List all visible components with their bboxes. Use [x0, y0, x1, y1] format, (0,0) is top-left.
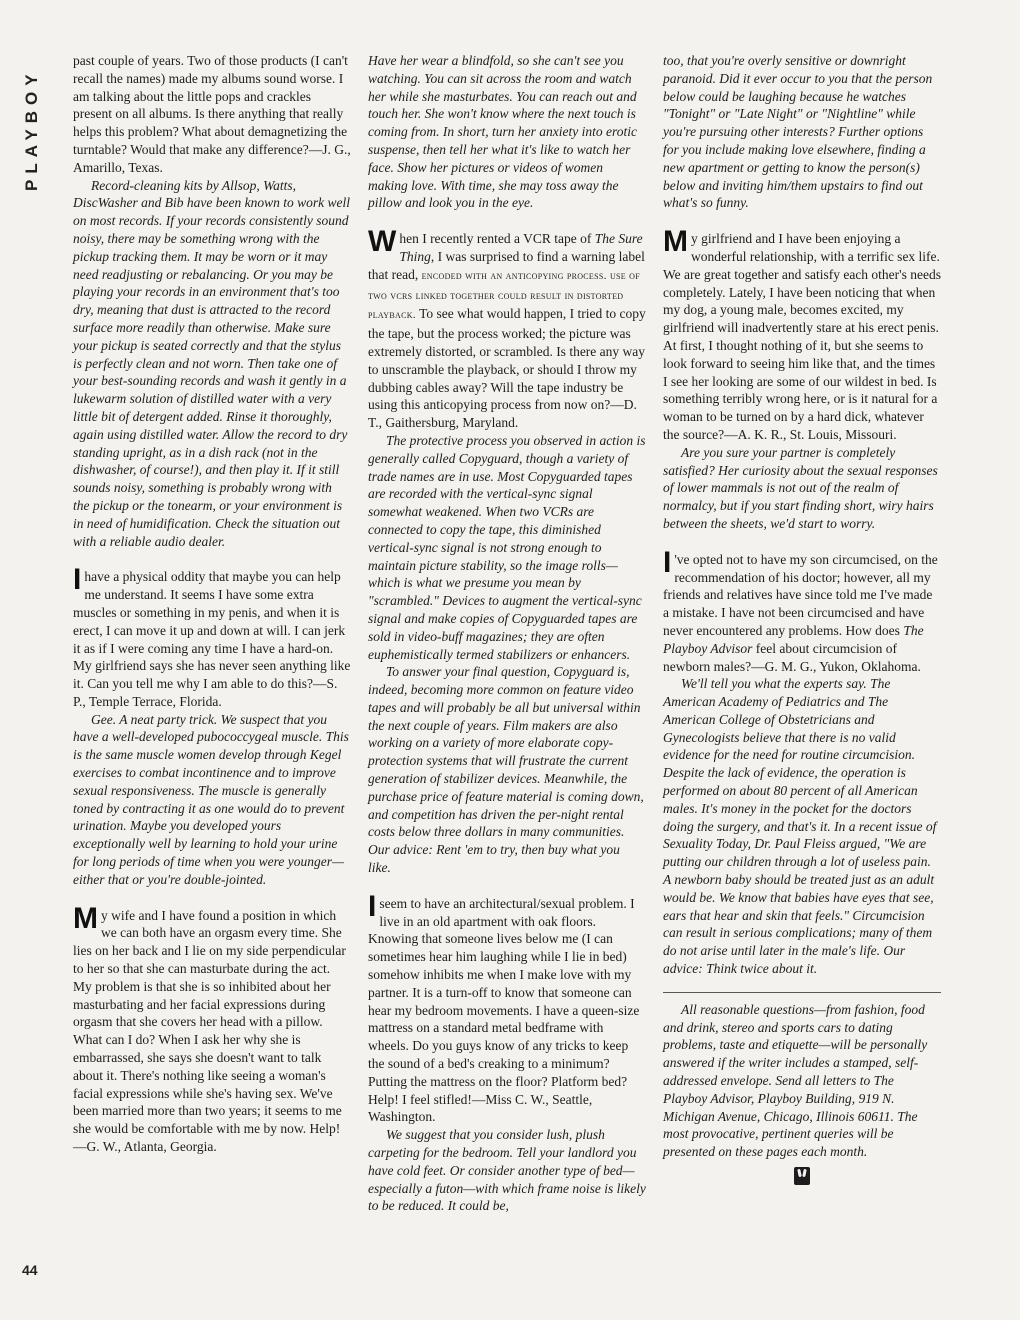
- drop-cap: M: [663, 225, 688, 259]
- letter-continued: past couple of years. Two of those products (I can't recall the names) made my albums sound worse. I am talking about the little pops and crackles present on all albums. Is there anything that really helps this problem? What about demagnetizing the turntable? Would that make any difference?—J. G., Amarillo, Texas.: [73, 53, 351, 175]
- drop-cap: W: [368, 225, 397, 259]
- answer-vcr-1: The protective process you observed in action is generally called Copyguard, though a variety of trade names are in use. Most Copyguarded tapes are recorded with the vertical-sync signal somewhat weakened. When two VCRs are connected to copy the tape, this diminished vertical-sync signal is not strong enough to maintain picture stability, so the image rolls—which is what we presume you mean by "scrambled." Devices to augment the vertical-sync signal and make copies of Copyguarded tapes are sold in video-buff magazines; they are often euphemistically termed stabilizers or enhancers.: [368, 432, 646, 662]
- column-3: [663, 52, 941, 1185]
- magazine-brand: PLAYBOY: [22, 68, 41, 192]
- film-title: The Sure Thing: [399, 231, 643, 264]
- letter-position: [73, 901, 351, 1156]
- answer-vcr-2: To answer your final question, Copyguard is, indeed, becoming more common on feature video tapes and will probably be all but universal within the next couple of years. Film makers are also working on a variety of more elaborate copy-protection systems that will frustrate the current generation of stabilizer devices. Meanwhile, the purchase price of feature material is coming down, and competition has driven the per-night rental costs below three dollars in many communities. Our advice: Rent 'em to try, then buy what you like.: [368, 664, 644, 876]
- drop-cap: I: [73, 563, 82, 597]
- page-number: 44: [22, 1262, 38, 1278]
- footer-text: All reasonable questions—from fashion, food and drink, stereo and sports cars to dating problems, taste and etiquette—will be personally answered if the writer includes a stamped, self-addressed envelope. Send all letters to The Playboy Advisor, Playboy Building, 919 N. Michigan Avenue, Chicago, Illinois 60611. The most provocative, pertinent queries will be presented on these pages each month.: [663, 1001, 928, 1160]
- letter-vcr: [368, 225, 646, 432]
- column-2: [368, 52, 646, 1215]
- bunny-logo-icon: [794, 1167, 810, 1185]
- column-title: The Playboy Advisor: [663, 622, 924, 656]
- drop-cap: I: [663, 545, 672, 579]
- answer-bed: We suggest that you consider lush, plush carpeting for the bedroom. Tell your landlord you have cold feet. Or consider another type of bed—especially a futon—with which frame noise is likely to be reduced. It could be,: [368, 1127, 646, 1214]
- letter-text: 've opted not to have my son circumcised, on the recommendation of his doctor; however, all my friends and relatives have since told me I've made a mistake. I have not been circumcised and have never encountered any problems. How does: [663, 551, 938, 638]
- answer-muscle: Gee. A neat party trick. We suspect that you have a well-developed pubococcygeal muscle. This is the same muscle women develop through Kegel exercises to combat incontinence and to improve sexual responsiveness. The muscle is generally toned by contracting it as one would do to prevent urination. Maybe you developed yours exceptionally well by learning to hold your urine for long periods of time when you were younger—either that or you're double-jointed.: [73, 711, 349, 887]
- letter-circumcision: [663, 545, 941, 676]
- letter-muscle: [73, 563, 351, 710]
- answer-position: Have her wear a blindfold, so she can't see you watching. You can sit across the room and watch her while she masturbates. You can reach out and touch her. She won't know where the next touch is coming from. In short, turn her anxiety into erotic suspense, then tell her what it's like to watch her face. Show her pictures or videos of women making love. With time, she may toss away the pillow and look you in the eye.: [368, 53, 637, 211]
- letter-text: y girlfriend and I have been enjoying a wonderful relationship, with a terrific sex life. We are great together and satisfy each other's needs completely. Lately, I have been noticing that when my dog, a young male, becomes excited, my girlfriend will inadvertently stare at his erect penis. At first, I thought nothing of it, but she seems to look forward to seeing him like that, and the times I see her looking are some of our wildest in bed. Is something terribly wrong here, or is it natural for a woman to be turned on by a hard dick, whatever the source?—A. K. R., St. Louis, Missouri.: [663, 231, 941, 442]
- letter-text: hen I recently rented a VCR tape of: [399, 231, 595, 247]
- letter-dog: [663, 225, 941, 444]
- answer-circumcision: We'll tell you what the experts say. The American Academy of Pediatrics and The American College of Obstetricians and Gynecologists believe that there is no valid evidence for the need for routine circumcision. Despite the lack of evidence, the operation is performed on about 80 percent of all American males. It's money in the pocket for the doctors doing the surgery, and that's it. In a recent issue of Sexuality Today, Dr. Paul Fleiss argued, "We are putting our children through a lot of useless pain. A newborn baby should be treated just as an adult would be. We know that babies have eyes that see, ears that hear and skin that feels." Circumcision can result in serious complications; many of them do not arise until later in the male's life. Our advice: Think twice about it.: [663, 676, 937, 977]
- letter-text: y wife and I have found a position in which we can both have an orgasm every time. She lies on her back and I lie on my side perpendicular to her so that she can masturbate during the act. My problem is that she is so inhibited about her masturbating and her facial expressions during orgasm that she covers her head with a pillow. What can I do? When I ask her why she is embarrassed, she says she doesn't want to talk about it. There's nothing like seeing a woman's facial expressions while she's having sex. We've been married more than two years; it seems to me she would be comfortable with me by now. Help!—G. W., Atlanta, Georgia.: [73, 907, 346, 1155]
- footer-divider: [663, 992, 941, 993]
- letter-text: To see what would happen, I tried to copy the tape, but the process worked; the picture was extremely distorted, or scrambled. Is there any way to unscramble the playback, or should I throw my dubbing cables away? Will the tape industry be using this anticopying process from now on?—D. T., Gaithersburg, Maryland.: [368, 306, 646, 431]
- letter-text: have a physical oddity that maybe you can help me understand. It seems I have some extra muscles or something in my penis, and when it is erect, I can move it up and down at will. I can jerk it as if I were coming any time I have a hard-on. My girlfriend says she has never seen anything like it. Can you tell me why I am able to do this?—S. P., Temple Terrace, Florida.: [73, 569, 351, 709]
- column-1: [73, 52, 351, 1156]
- answer-bed-continued: too, that you're overly sensitive or downright paranoid. Did it ever occur to you that the person below could be laughing because he watches "Tonight" or "Late Night" or "Nightline" while you're pursuing other interests? Further options for you include making love elsewhere, finding a new apartment or getting to know the person(s) below and inviting him/them upstairs to find out what's so funny.: [663, 53, 933, 211]
- drop-cap: I: [368, 889, 377, 923]
- answer-dog: Are you sure your partner is completely satisfied? Her curiosity about the sexual responses of lower mammals is not out of the realm of normalcy, but if you start finding short, wiry hairs between the sheets, we'd start to worry.: [663, 444, 938, 531]
- answer-records: Record-cleaning kits by Allsop, Watts, DiscWasher and Bib have been known to work well on most records. If your records consistently sound noisy, there may be something wrong with the pickup tracking them. It may be worn or it may need readjusting or rebalancing. Or you may be playing your records in an environment that's too dry, meaning that dust is attracted to the record surface more readily than otherwise. Make sure your pickup is seated correctly and that the stylus is perfectly clean and not worn. Then take one of your best-sounding records and wash it gently in a lukewarm solution of distilled water with a very little bit of detergent added. Rinse it thoroughly, again using distilled water. Allow the record to dry standing upright, as in a dish rack (not in the dishwasher, of course!), and then play it. If it still sounds noisy, something is probably wrong with the pickup or the tonearm, or your environment is in need of humidification. Check the situation out with a reliable audio dealer.: [73, 177, 350, 549]
- letter-text: feel about circumcision of newborn males?—G. M. G., Yukon, Oklahoma.: [663, 640, 921, 674]
- letter-text: , I was surprised to find a warning label that read,: [368, 248, 645, 282]
- letter-text: seem to have an architectural/sexual problem. I live in an old apartment with oak floors. Knowing that someone lives below me (I can sometimes hear him laughing while I lie in bed) somehow inhibits me when I make love with my partner. It is a turn-off to know that someone can hear my bedroom movements. I have a queen-size mattress on a standard metal bedframe with wheels. Do you guys know of any tricks to keep the sound of a bed's creaking to a minimum? Putting the mattress on the floor? Platform bed? Help! I feel stifled!—Miss C. W., Seattle, Washington.: [368, 895, 640, 1125]
- warning-label: encoded with an anticopying process. use of two vcrs linked together could result in distorted playback.: [368, 269, 640, 322]
- letter-bed: [368, 889, 646, 1126]
- footer-note: [663, 1001, 941, 1161]
- drop-cap: M: [73, 901, 98, 935]
